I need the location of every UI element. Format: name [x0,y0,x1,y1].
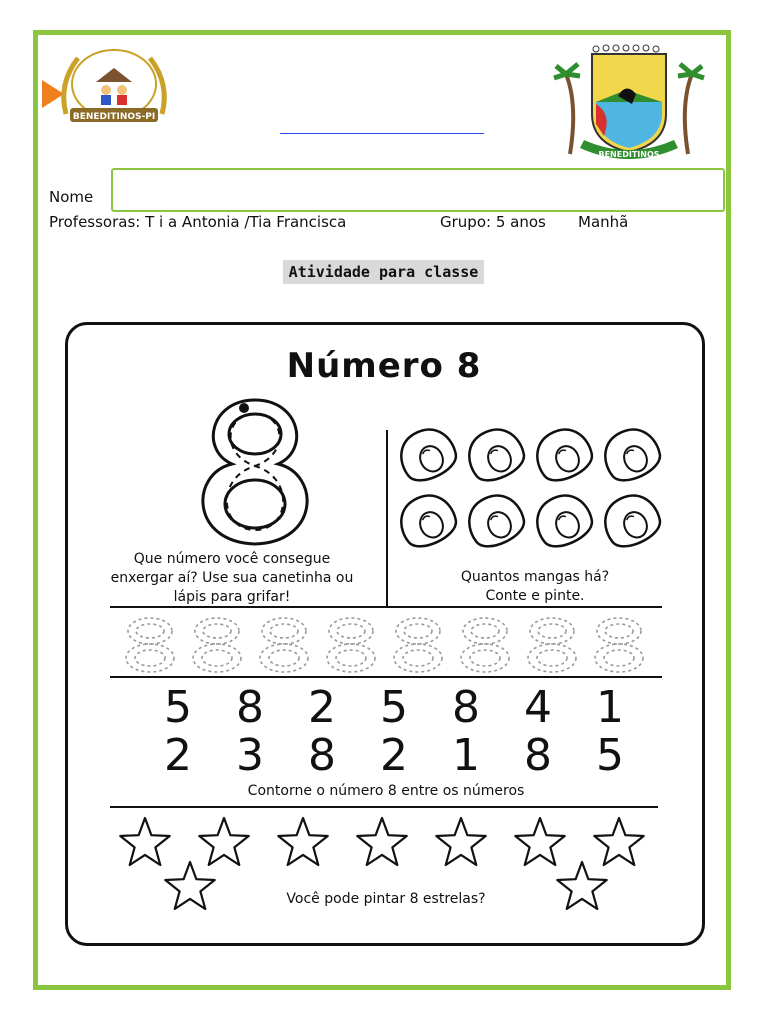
trace-eight[interactable] [260,618,308,672]
left-caption-line: lápis para grifar! [173,589,291,605]
right-caption-line: Conte e pinte. [485,588,585,604]
number-cell[interactable]: 3 [236,730,264,781]
school-seal-logo [56,44,172,130]
trace-eight[interactable] [126,618,174,672]
number-cell[interactable]: 8 [236,682,264,733]
number-cell[interactable]: 4 [524,682,552,733]
star-icon[interactable] [357,818,406,865]
divider-1 [110,606,662,608]
number-cell[interactable]: 1 [452,730,480,781]
seal-label: BENEDITINOS-PI [72,112,156,122]
mango-icon[interactable] [393,421,462,487]
mango-icon[interactable] [461,487,530,553]
mango-icon[interactable] [597,487,666,553]
left-caption-line: enxergar aí? Use sua canetinha ou [110,570,354,586]
star-icon[interactable] [515,818,564,865]
name-field[interactable] [111,168,725,212]
number-cell[interactable]: 5 [596,730,624,781]
divider-3 [110,806,658,808]
trace-eight[interactable] [528,618,576,672]
municipal-crest-logo [556,44,702,166]
mango-icon[interactable] [529,487,598,553]
teachers-line: Professoras: T i a Antonia /Tia Francisca [49,213,347,231]
star-icon[interactable] [594,818,643,865]
activity-title: Atividade para classe [283,260,484,284]
divider-2 [110,676,662,678]
star-icon[interactable] [436,818,485,865]
trace-eight[interactable] [327,618,375,672]
left-caption-line: Que número você consegue [133,551,331,567]
group-line: Grupo: 5 anos [440,213,546,231]
right-caption [410,568,660,606]
number-cell[interactable]: 8 [452,682,480,733]
number-cell[interactable]: 5 [164,682,192,733]
mango-icon[interactable] [597,421,666,487]
worksheet-title: Número 8 [286,346,482,386]
number-row-1 [142,682,646,733]
trace-eight[interactable] [394,618,442,672]
shift-label: Manhã [578,213,629,231]
name-label: Nome [49,188,94,206]
number-cell[interactable]: 5 [380,682,408,733]
trace-eight[interactable] [193,618,241,672]
left-caption [82,550,382,607]
star-icon[interactable] [199,818,248,865]
big-eight-outline [170,392,340,552]
trace-eights-row [120,614,660,674]
number-cell[interactable]: 2 [308,682,336,733]
trace-eight[interactable] [461,618,509,672]
star-icon[interactable] [278,818,327,865]
mango-icon[interactable] [461,421,530,487]
star-icon[interactable] [120,818,169,865]
number-cell[interactable]: 8 [524,730,552,781]
stars-caption: Você pode pintar 8 estrelas? [286,891,486,907]
number-cell[interactable]: 2 [380,730,408,781]
number-cell[interactable]: 8 [308,730,336,781]
right-caption-line: Quantos mangas há? [460,569,610,585]
trace-eight[interactable] [595,618,643,672]
crest-label: BENEDITINOS [598,150,660,159]
mango-icon[interactable] [529,421,598,487]
mango-icon[interactable] [393,487,462,553]
numbers-caption: Contorne o número 8 entre os números [247,783,525,799]
number-cell[interactable]: 1 [596,682,624,733]
number-row-2 [142,730,646,781]
number-cell[interactable]: 2 [164,730,192,781]
mangos-grid [394,426,674,556]
link-underline [280,133,484,134]
divider-vertical [386,430,388,606]
